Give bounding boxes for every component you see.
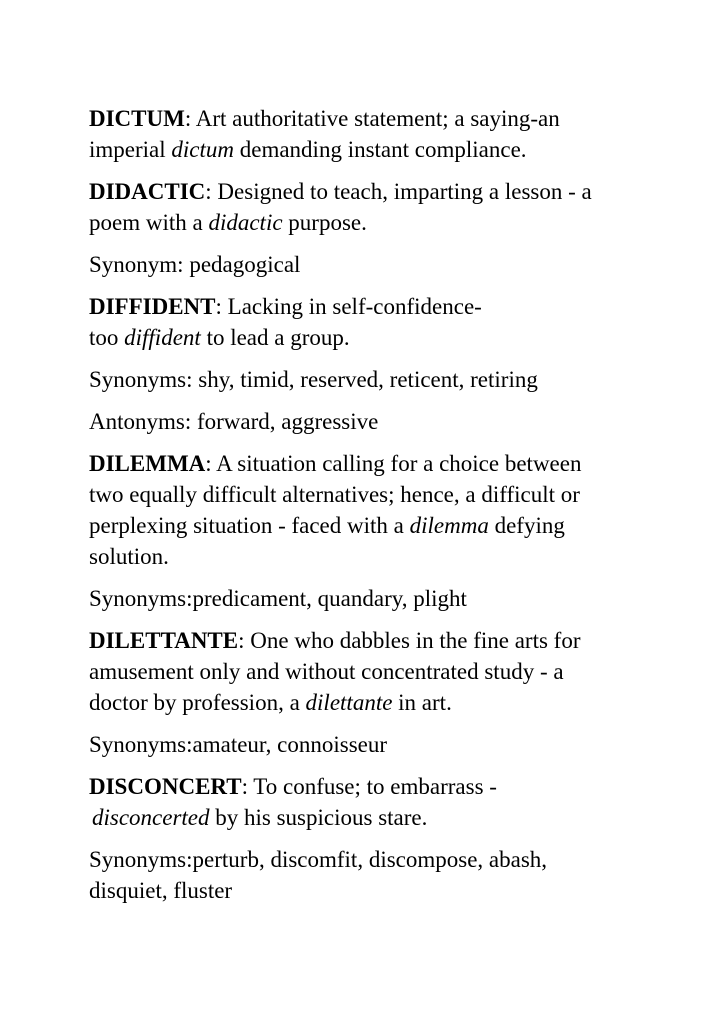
body-text: to lead a group. bbox=[200, 325, 350, 350]
body-text: defying bbox=[488, 513, 565, 538]
text-line bbox=[89, 875, 648, 906]
text-line bbox=[89, 625, 648, 656]
text-line bbox=[89, 249, 648, 280]
text-line bbox=[89, 656, 648, 687]
example-word: dilettante bbox=[305, 690, 393, 715]
text-line bbox=[89, 448, 648, 479]
text-line bbox=[89, 844, 648, 875]
synonyms-entry bbox=[89, 583, 648, 614]
body-text: imperial bbox=[89, 137, 172, 162]
text-line bbox=[89, 510, 648, 541]
headword: DISCONCERT bbox=[89, 774, 242, 799]
text-line bbox=[89, 479, 648, 510]
body-text: Antonyms: forward, aggressive bbox=[89, 409, 379, 434]
body-text: solution. bbox=[89, 544, 169, 569]
example-word: didactic bbox=[208, 210, 283, 235]
entry-list bbox=[89, 103, 648, 906]
body-text: disquiet, fluster bbox=[89, 878, 233, 903]
body-text: : A situation calling for a choice between bbox=[205, 451, 582, 476]
definition-entry bbox=[89, 291, 648, 353]
synonyms-entry bbox=[89, 249, 648, 280]
synonyms-entry bbox=[89, 844, 648, 906]
body-text: : Designed to teach, imparting a lesson - a bbox=[205, 179, 592, 204]
body-text: Synonym: pedagogical bbox=[89, 252, 301, 277]
body-text: : Art authoritative statement; a saying-an bbox=[184, 106, 560, 131]
body-text: two equally difficult alternatives; hence, a difficult or bbox=[89, 482, 580, 507]
body-text: perplexing situation - faced with a bbox=[89, 513, 410, 538]
definition-entry bbox=[89, 771, 648, 833]
text-line bbox=[89, 802, 648, 833]
text-line bbox=[89, 207, 648, 238]
synonyms-entry bbox=[89, 364, 648, 395]
text-line bbox=[89, 322, 648, 353]
body-text: Synonyms: shy, timid, reserved, reticent, retiring bbox=[89, 367, 538, 392]
text-line bbox=[89, 729, 648, 760]
text-line bbox=[89, 103, 648, 134]
text-line bbox=[89, 687, 648, 718]
body-text: Synonyms:amateur, connoisseur bbox=[89, 732, 388, 757]
body-text: poem with a bbox=[89, 210, 209, 235]
synonyms-entry bbox=[89, 729, 648, 760]
definition-entry bbox=[89, 625, 648, 718]
definition-entry bbox=[89, 448, 648, 572]
text-line bbox=[89, 771, 648, 802]
body-text: purpose. bbox=[282, 210, 367, 235]
body-text: : Lacking in self-confidence- bbox=[215, 294, 482, 319]
definition-entry bbox=[89, 176, 648, 238]
example-word: disconcerted bbox=[92, 805, 210, 830]
headword: DICTUM bbox=[89, 106, 185, 131]
body-text: demanding instant compliance. bbox=[234, 137, 527, 162]
body-text: too bbox=[89, 325, 125, 350]
text-line bbox=[89, 583, 648, 614]
text-line bbox=[89, 364, 648, 395]
text-line bbox=[89, 541, 648, 572]
example-word: dictum bbox=[171, 137, 234, 162]
body-text: Synonyms:perturb, discomfit, discompose, abash, bbox=[89, 847, 548, 872]
body-text: in art. bbox=[392, 690, 452, 715]
example-word: dilemma bbox=[409, 513, 489, 538]
example-word: diffident bbox=[124, 325, 201, 350]
body-text: : One who dabbles in the fine arts for bbox=[238, 628, 581, 653]
headword: DILEMMA bbox=[89, 451, 206, 476]
antonyms-entry bbox=[89, 406, 648, 437]
body-text: : To confuse; to embarrass - bbox=[241, 774, 497, 799]
definition-entry bbox=[89, 103, 648, 165]
body-text: amusement only and without concentrated study - a bbox=[89, 659, 564, 684]
text-line bbox=[89, 291, 648, 322]
text-line bbox=[89, 406, 648, 437]
headword: DIFFIDENT bbox=[89, 294, 216, 319]
text-line bbox=[89, 176, 648, 207]
headword: DILETTANTE bbox=[89, 628, 239, 653]
body-text: by his suspicious stare. bbox=[209, 805, 428, 830]
body-text: Synonyms:predicament, quandary, plight bbox=[89, 586, 467, 611]
headword: DIDACTIC bbox=[89, 179, 206, 204]
text-line bbox=[89, 134, 648, 165]
body-text: doctor by profession, a bbox=[89, 690, 306, 715]
